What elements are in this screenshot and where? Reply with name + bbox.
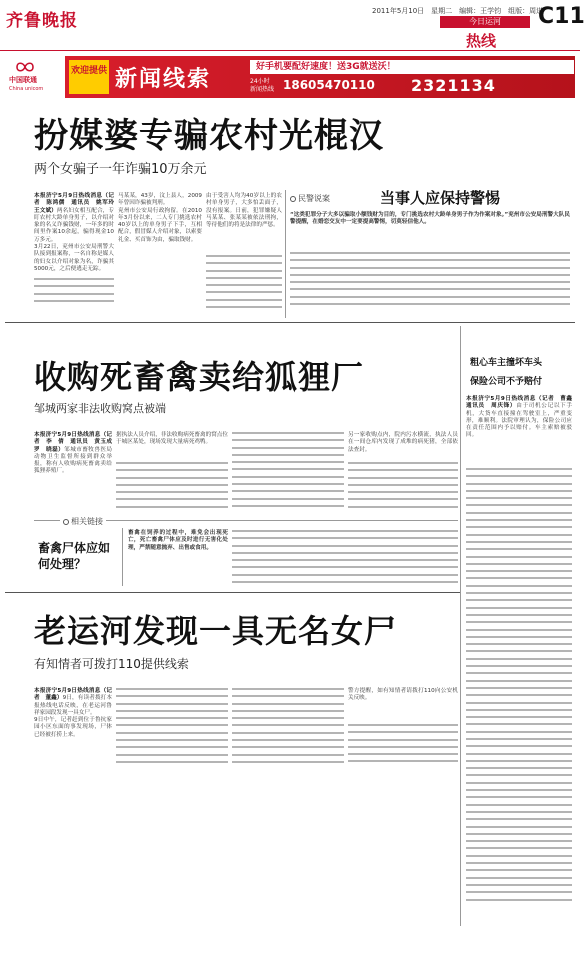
banner-tag: 欢迎提供 bbox=[69, 60, 109, 94]
sidebar-lead-bold: 本报济宁5月9日热线消息（记者 曹鑫 通讯员 周庆锋） bbox=[466, 396, 578, 410]
sidebar-filler bbox=[466, 468, 572, 923]
hotline-phone-mobile[interactable]: 18605470110 bbox=[283, 78, 375, 92]
related-headline: 畜禽尸体应如何处理？ bbox=[38, 541, 111, 571]
story2-column-4-filler bbox=[348, 462, 458, 512]
related-body: 畜禽在饲养的过程中，难免会出现死亡，死亡畜禽尸体应及时进行无害化处理，严禁随意抛弃、出售或食用。 bbox=[128, 530, 228, 551]
bullet-icon bbox=[290, 196, 296, 202]
dateline: 2011年5月10日 星期二 编辑：王学钧 组版：周进 bbox=[372, 7, 544, 15]
masthead bbox=[0, 0, 585, 52]
section-name: 热线 bbox=[466, 32, 497, 50]
sidebar-divider bbox=[460, 326, 461, 926]
story1-divider bbox=[285, 190, 286, 318]
story2-column-3-filler bbox=[232, 432, 344, 512]
page-number: C11 bbox=[538, 4, 585, 29]
hotline-phone-landline[interactable]: 2321134 bbox=[411, 76, 496, 95]
story1-col2-text: 兖州市公安局行政拘留。在2010年3月份以来，二人专门挑选农村40岁以上的单身男子下手，互相配合，假冒媒人介绍对象，以索要礼金、买首饰为由，骗取钱财。 bbox=[118, 207, 202, 243]
story1-side-filler bbox=[290, 252, 570, 314]
story1-side-kicker bbox=[290, 193, 330, 204]
story1-side-headline: 当事人应保持警惕 bbox=[380, 189, 501, 207]
sidebar-title-2: 保险公司不予赔付 bbox=[470, 377, 543, 387]
section-tag: 今日运河 bbox=[440, 16, 530, 28]
related-box-title-text: 相关链接 bbox=[71, 517, 103, 526]
story3-column-4 bbox=[348, 688, 458, 718]
story1-headline: 扮媒婆专骗农村光棍汉 bbox=[34, 116, 384, 156]
story2-column-1 bbox=[34, 432, 118, 512]
story1-paragraph-3: 马某某，43岁，汶上县人，2009年曾因诈骗被判刑。 bbox=[118, 193, 202, 207]
unicom-banner-ad[interactable] bbox=[5, 56, 575, 98]
story3-column-2-filler bbox=[116, 688, 228, 768]
banner-title: 新闻线索 bbox=[115, 67, 212, 92]
unicom-brand bbox=[9, 76, 43, 94]
story1-paragraph-2: 3月22日，兖州市公安局刑警大队接到报案称，一名自称是媒人的妇女以介绍对象为名，诈骗其5000元，之后便逃走无踪。 bbox=[34, 244, 114, 272]
story2-paragraph-3: 另一家收购点内，院内污水横流，执法人员在一间仓库内发现了成堆的病死猪，全部依法查封。 bbox=[348, 432, 458, 453]
story1-subhead: 两个女骗子一年诈骗10万余元 bbox=[34, 162, 207, 177]
related-divider bbox=[122, 528, 123, 586]
story3-lead: 9日，有读者拨打本报热线电话反映，在老运河鲁祥家园段发现一具女尸。 bbox=[34, 695, 112, 716]
newspaper-logo: 齐鲁晚报 bbox=[6, 11, 78, 31]
story3-paragraph-3: 警方提醒，如有知情者请拨打110向公安机关反映。 bbox=[348, 688, 458, 702]
sidebar-title-1: 粗心车主撞坏车头 bbox=[470, 358, 543, 368]
related-box-title bbox=[60, 516, 106, 527]
story1-column-2 bbox=[118, 193, 202, 313]
sidebar-text: 由于司机公记以下手机，大货车直接撞在驾驶室上，严重变形，难顺利。法院审理认为，保险公司应在责任范围内予以赔付。车主索赔被驳回。 bbox=[466, 403, 572, 439]
section-divider-2 bbox=[5, 592, 460, 593]
story3-column-4-filler bbox=[348, 724, 458, 768]
section-divider-1 bbox=[5, 322, 575, 323]
story1-side-quote: “这类犯罪分子大多以骗取小额钱财为目的，专门挑选农村大龄单身男子作为作案对象。”兖州市公安局刑警大队民警提醒，在婚恋交友中一定要提高警惕，切莫轻信他人。 bbox=[290, 212, 570, 226]
unicom-brand-cn: 中国联通 bbox=[9, 76, 37, 84]
story2-subhead: 邹城两家非法收购窝点被端 bbox=[34, 402, 166, 415]
story2-lead-bold: 本报济宁5月9日热线消息（记者 李 倩 通讯员 黄玉成 罗 晓磊） bbox=[34, 432, 118, 453]
sidebar-body bbox=[466, 396, 578, 466]
unicom-logo-icon bbox=[15, 60, 35, 74]
masthead-rule bbox=[0, 50, 580, 51]
story2-column-2-filler bbox=[116, 462, 228, 512]
story1-col2-paragraph-2: 由于受害人均为40岁以上的农村单身男子，大多怕丢面子，没有报案。日前，犯罪嫌疑人马某某、张某某被依法刑拘，等待他们的将是法律的严惩。 bbox=[206, 193, 282, 229]
story2-paragraph-2: 据执法人员介绍，非法收购病死畜禽的窝点位于城区某处，现场发现大量病死鸡鸭。 bbox=[116, 432, 228, 446]
bullet-icon bbox=[63, 519, 69, 525]
story1-lead-bold: 本报济宁5月9日热线消息（记者 陈鸿儒 通讯员 姚军玲 王文斌） bbox=[34, 193, 120, 214]
story3-lead-bold: 本报济宁5月9日热线消息（记者 董鑫） bbox=[34, 688, 112, 702]
related-body-filler bbox=[232, 530, 458, 586]
story3-column-3-filler bbox=[232, 688, 344, 768]
story3-headline: 老运河发现一具无名女尸 bbox=[34, 612, 398, 650]
story3-subhead: 有知情者可拨打110提供线索 bbox=[34, 657, 189, 671]
hotline-label: 24小时新闻热线 bbox=[250, 78, 275, 93]
story1-lead: 两名妇女相互配合，专盯农村大龄单身男子，以介绍对象的名义诈骗钱财，一年多的时间里作案10余起，骗得现金10万多元。 bbox=[34, 207, 114, 243]
unicom-brand-en: China unicom bbox=[9, 86, 44, 92]
story1-column-3-filler bbox=[206, 255, 282, 315]
banner-slogan: 好手机要配好速度！送3G就送沃！ bbox=[250, 60, 574, 74]
story1-column-1-filler bbox=[34, 278, 114, 308]
story3-column-1 bbox=[34, 688, 112, 768]
story2-lead: 邹城市畜牧兽医局动物卫生监督所接到群众举报，称有人收购病死畜禽卖给狐狸养殖厂。 bbox=[34, 446, 112, 475]
story2-headline: 收购死畜禽卖给狐狸厂 bbox=[34, 358, 365, 396]
story1-side-kicker-text: 民警说案 bbox=[298, 194, 330, 203]
story3-paragraph-2: 9日中午，记者赶到位于鲁抗家园小区东面的事发现场，尸体已经被打捞上来。 bbox=[34, 717, 112, 738]
